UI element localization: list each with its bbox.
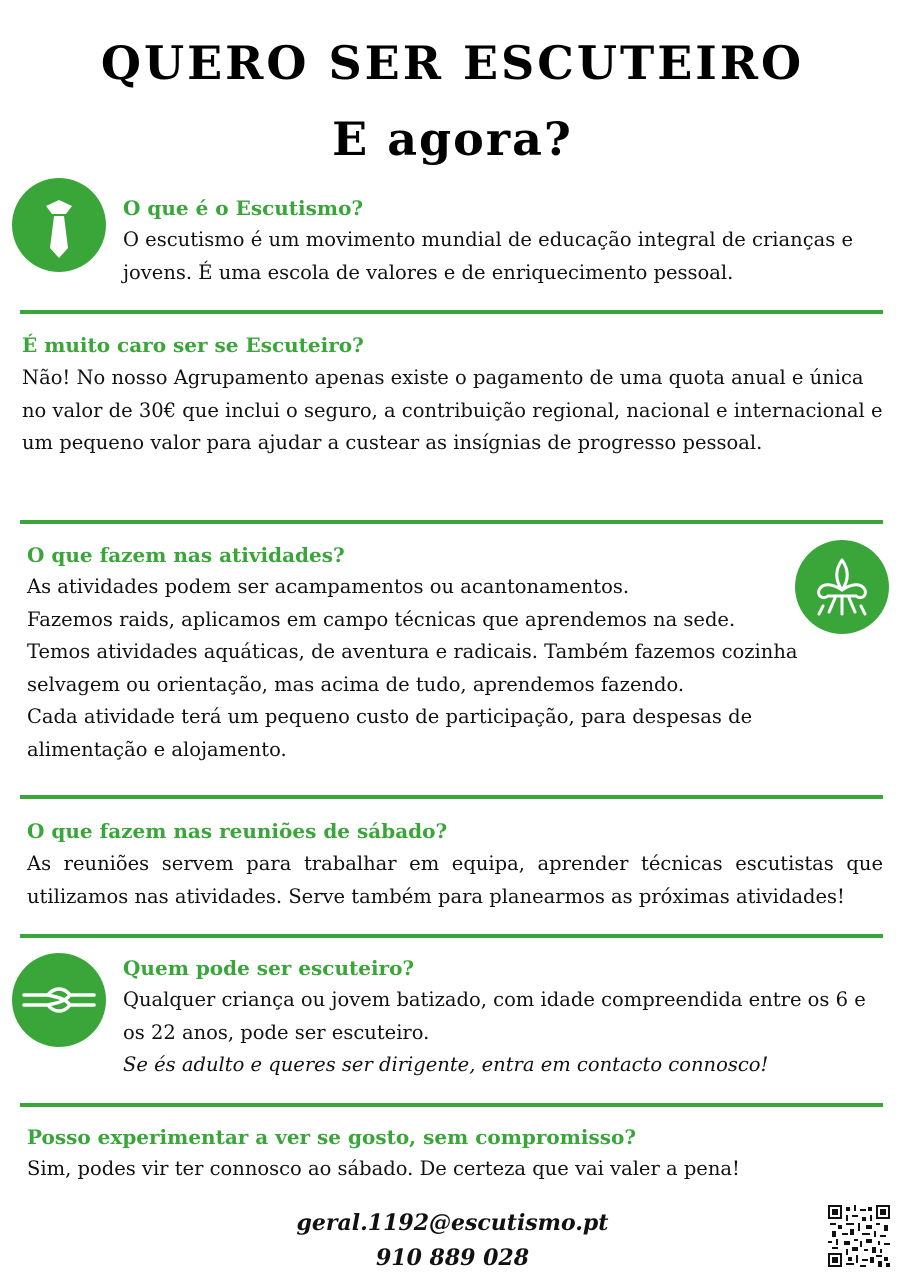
divider (20, 310, 883, 314)
qr-code-icon[interactable] (828, 1205, 890, 1267)
section-activities (27, 542, 817, 766)
section-text: Sim, podes vir ter connosco ao sábado. De certeza que vai valer a pena! (27, 1157, 740, 1180)
section-what-is-scouting (123, 195, 883, 289)
section-text: As reuniões servem para trabalhar em equipa, aprender técnicas escutistas que utilizamos nas atividades. Serve também para planearmos as próximas atividades! (27, 852, 883, 908)
section-try-it (27, 1124, 887, 1186)
tie-icon (12, 178, 106, 272)
section-text: As atividades podem ser acampamentos ou acantonamentos. (27, 575, 630, 598)
section-text: Cada atividade terá um pequeno custo de participação, para despesas de alimentação e alojamento. (27, 705, 753, 761)
scout-knot-icon (12, 953, 106, 1047)
divider (20, 1103, 883, 1107)
divider (20, 934, 883, 938)
section-note: Se és adulto e queres ser dirigente, entra em contacto connosco! (123, 1053, 769, 1076)
contact-phone[interactable]: 910 889 028 (375, 1245, 530, 1271)
section-question: Posso experimentar a ver se gosto, sem compromisso? (27, 1125, 637, 1149)
section-text: Fazemos raids, aplicamos em campo técnicas que aprendemos na sede. (27, 607, 736, 631)
section-question: É muito caro ser se Escuteiro? (22, 333, 364, 357)
section-cost (22, 332, 890, 460)
page-subtitle: E agora? (332, 112, 573, 166)
section-question: Quem pode ser escuteiro? (123, 956, 415, 980)
divider (20, 795, 883, 799)
section-text: O escutismo é um movimento mundial de educação integral de crianças e jovens. É uma escola de valores e de enriquecimento pessoal. (123, 228, 853, 284)
page-title: QUERO SER ESCUTEIRO (100, 36, 805, 90)
contact-email[interactable]: geral.1192@escutismo.pt (296, 1210, 609, 1236)
section-text: Não! No nosso Agrupamento apenas existe o pagamento de uma quota anual e única no valor de 30€ que inclui o seguro, a contribuição regional, nacional e internacional e um pequeno valor para ajudar a custear as insígnias de progresso pessoal. (22, 366, 883, 454)
section-question: O que fazem nas atividades? (27, 543, 345, 567)
divider (20, 520, 883, 524)
section-question: O que fazem nas reuniões de sábado? (27, 819, 448, 843)
section-saturday-meetings (27, 818, 883, 913)
section-who-can-join (123, 955, 885, 1082)
section-text: Temos atividades aquáticas, de aventura e radicais. Também fazemos cozinha selvagem ou orientação, mas acima de tudo, aprendemos fazendo. (27, 640, 798, 696)
section-question: O que é o Escutismo? (123, 196, 364, 220)
section-text: Qualquer criança ou jovem batizado, com idade compreendida entre os 6 e os 22 anos, pode ser escuteiro. (123, 988, 866, 1044)
